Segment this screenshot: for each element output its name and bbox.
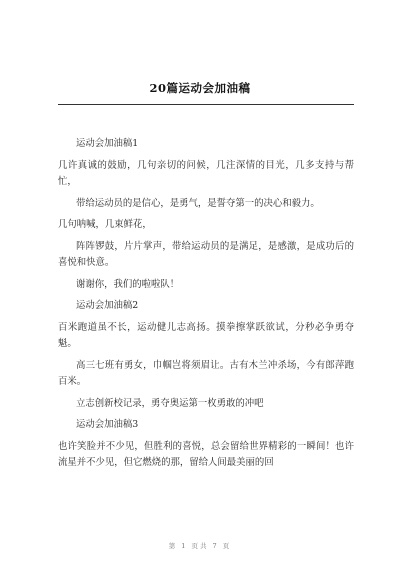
document-title: 20篇运动会加油稿	[149, 81, 251, 95]
document-body	[58, 136, 354, 477]
paragraph: 阵阵锣鼓，片片掌声，带给运动员的是满足，是感激，是成功后的喜悦和快意。	[58, 240, 354, 268]
page-footer: 第 1 页共 7 页	[168, 542, 232, 550]
paragraph: 高三七班有勇女，巾帼岂将须眉让。古有木兰冲杀场，今有郎萍跑百米。	[58, 359, 354, 387]
section-heading: 运动会加油稿1	[76, 138, 139, 149]
paragraph: 谢谢你，我们的啦啦队！	[76, 278, 180, 290]
section-heading: 运动会加油稿3	[76, 419, 139, 430]
section-heading: 运动会加油稿2	[76, 300, 139, 311]
paragraph: 几句呐喊，几束鲜花，	[58, 219, 152, 230]
paragraph: 带给运动员的是信心，是勇气，是誓夺第一的决心和毅力。	[76, 197, 320, 209]
paragraph: 也许笑脸并不少见，但胜利的喜悦，总会留给世界精彩的一瞬间！也许流星并不少见，但它燃烧的那，留给人间最美丽的回	[58, 440, 354, 468]
title-divider	[58, 104, 354, 105]
paragraph: 几许真诚的鼓励，几句亲切的问候，几注深情的目光，几多支持与帮忙，	[58, 159, 354, 187]
paragraph: 立志创新校记录，勇夺奥运第一枚勇敢的冲吧	[76, 397, 264, 409]
paragraph: 百米跑道虽不长，运动健儿志高扬。摸拳擦掌跃欲试，分秒必争勇夺魁。	[58, 321, 354, 349]
